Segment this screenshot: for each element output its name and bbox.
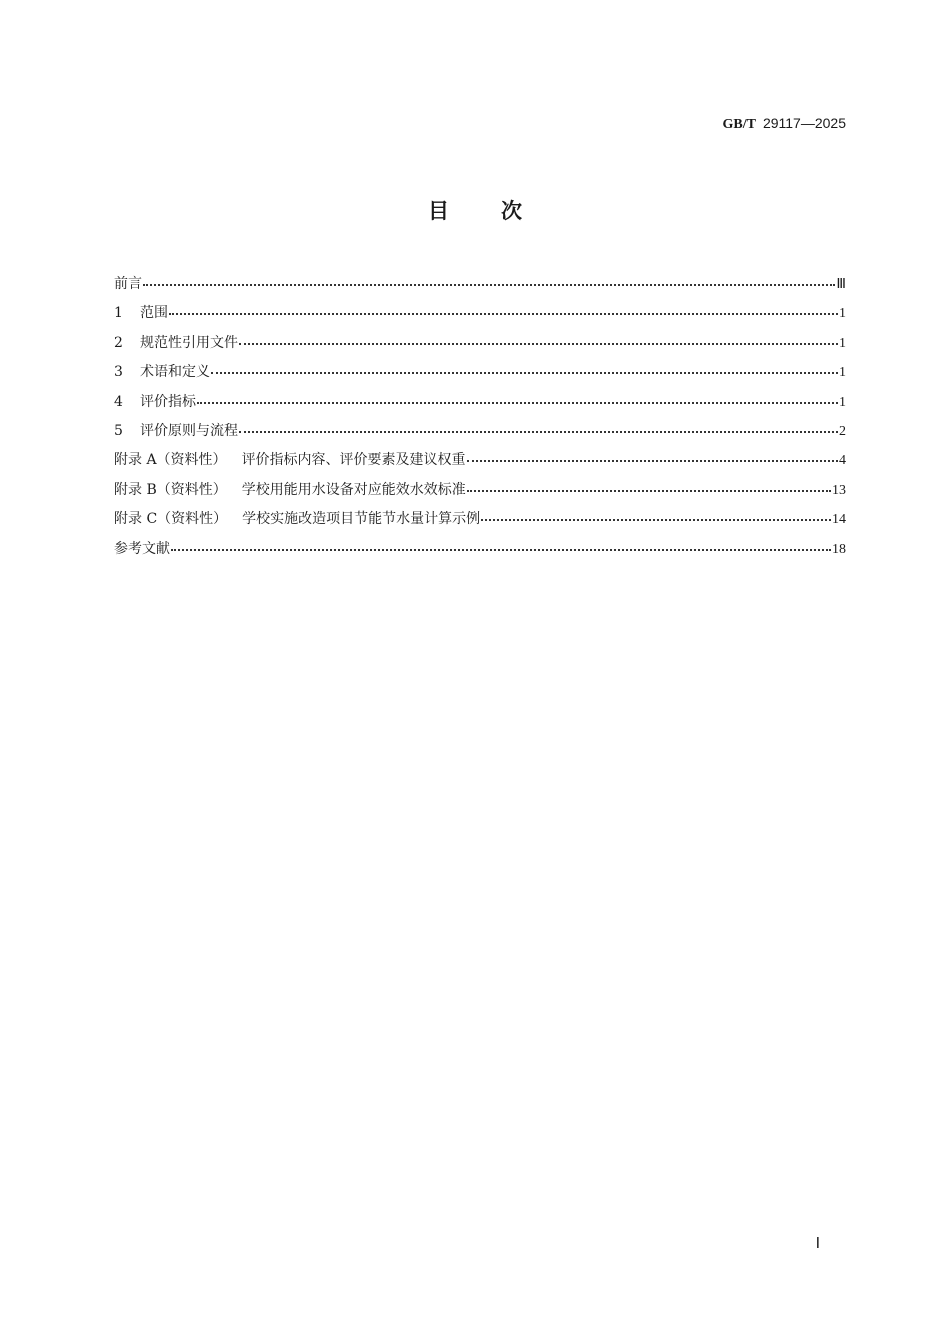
toc-leader-dots (467, 480, 831, 494)
toc-entry-page: 1 (839, 394, 846, 410)
toc-entry[interactable] (114, 446, 846, 475)
toc-entry-page: 14 (832, 512, 846, 528)
toc-entry[interactable] (114, 476, 846, 505)
toc-leader-dots (143, 274, 835, 288)
toc-leader-dots (239, 333, 838, 347)
standard-number: 29117—2025 (762, 115, 846, 131)
toc-entry-page: 1 (839, 335, 846, 351)
toc-entry-label: 1 范围 (114, 299, 168, 328)
toc-leader-dots (467, 450, 838, 464)
toc-entry-page: 1 (839, 365, 846, 381)
toc-entry-subtitle: 评价指标内容、评价要素及建议权重 (241, 452, 466, 469)
toc-entry-page: 1 (839, 306, 846, 322)
toc-entry[interactable] (114, 535, 846, 564)
toc-entry-label: 附录 A（资料性） 评价指标内容、评价要素及建议权重 (114, 446, 466, 475)
toc-entry-subtitle: 学校实施改造项目节能节水量计算示例 (242, 511, 481, 528)
toc-entry[interactable] (114, 299, 846, 328)
toc-entry-number: 3 (114, 364, 123, 381)
standard-header (722, 113, 846, 135)
toc-leader-dots (211, 362, 838, 376)
toc-entry-label: 2 规范性引用文件 (114, 329, 238, 358)
toc-entry-label: 附录 C（资料性） 学校实施改造项目节能节水量计算示例 (114, 505, 480, 534)
toc-entry-number: 2 (114, 334, 123, 351)
toc-entry-page: 4 (839, 453, 846, 469)
toc-entry-subtitle: 学校用能用水设备对应能效水效标准 (241, 481, 466, 498)
toc-entry[interactable] (114, 388, 846, 417)
toc-entry-label: 3 术语和定义 (114, 358, 210, 387)
toc-entry[interactable] (114, 329, 846, 358)
toc-entry-number: 1 (114, 305, 123, 322)
standard-code: GB/T (722, 117, 756, 132)
table-of-contents (114, 270, 846, 564)
toc-entry[interactable] (114, 505, 846, 534)
page-number: Ⅰ (815, 1236, 820, 1252)
toc-leader-dots (239, 421, 838, 435)
toc-entry-page: 18 (832, 541, 846, 557)
toc-entry-label: 前言 (114, 276, 142, 292)
toc-entry[interactable] (114, 417, 846, 446)
toc-entry-label: 参考文献 (114, 540, 170, 557)
toc-entry-page: 2 (839, 423, 846, 439)
toc-title: 目次 (428, 199, 574, 223)
toc-entry-number: 5 (114, 422, 123, 439)
toc-leader-dots (171, 539, 831, 553)
toc-leader-dots (197, 392, 838, 406)
toc-entry-label: 附录 B（资料性） 学校用能用水设备对应能效水效标准 (114, 476, 466, 505)
toc-entry-page: 13 (832, 482, 846, 498)
toc-entry[interactable] (114, 358, 846, 387)
toc-leader-dots (481, 509, 831, 523)
toc-entry-page: Ⅲ (836, 277, 846, 292)
toc-entry-label: 5 评价原则与流程 (114, 417, 238, 446)
toc-entry[interactable] (114, 270, 846, 299)
toc-entry-number: 4 (114, 393, 123, 410)
toc-leader-dots (169, 303, 838, 317)
toc-entry-label: 4 评价指标 (114, 388, 196, 417)
